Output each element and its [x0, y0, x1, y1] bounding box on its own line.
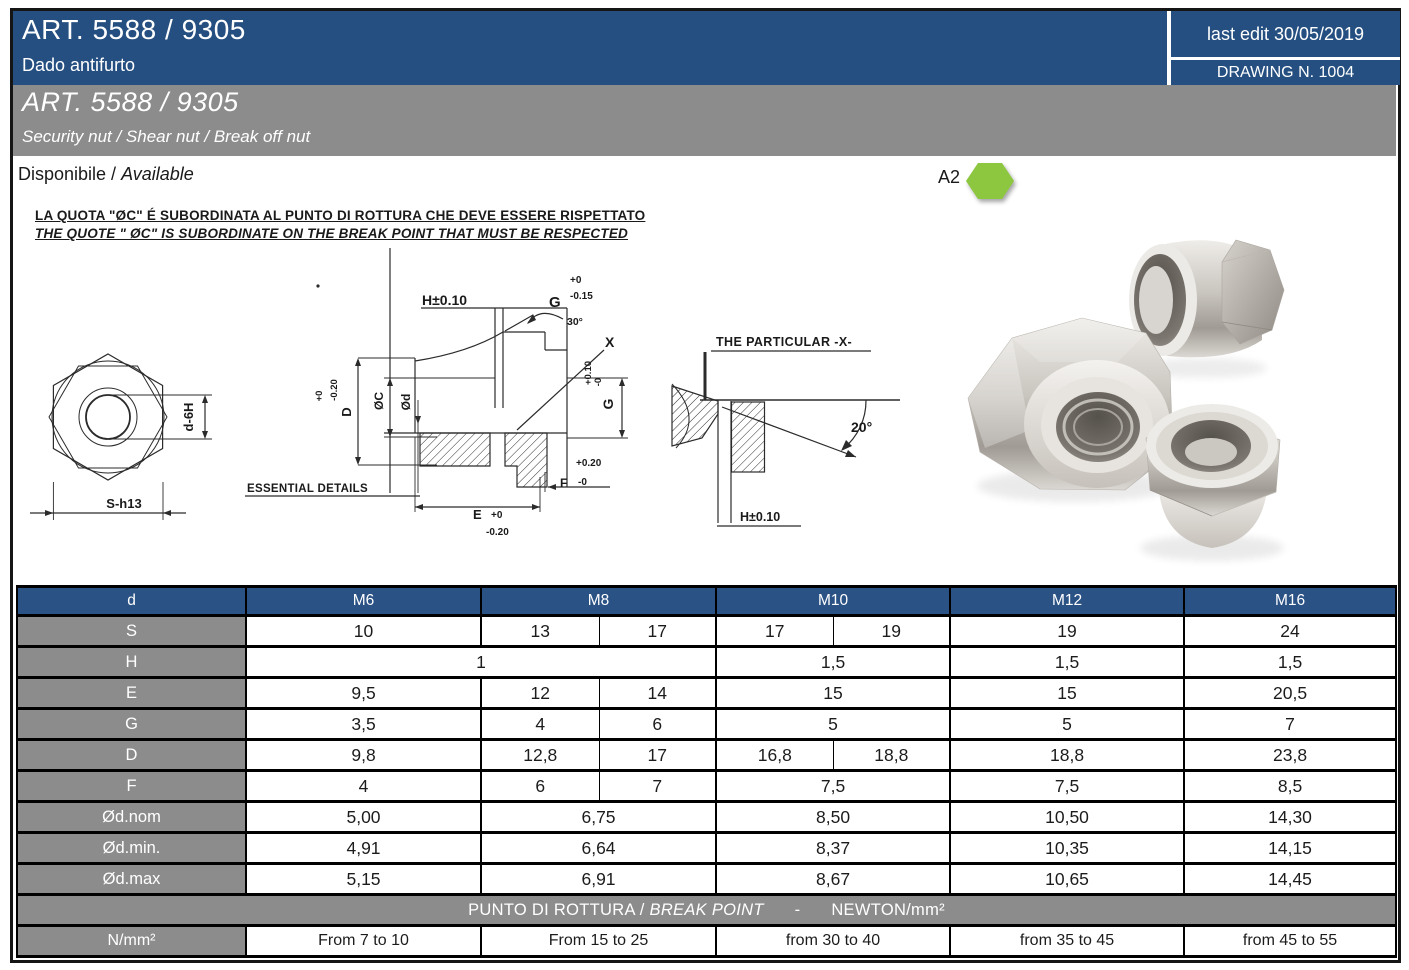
material-code: A2 — [938, 167, 961, 187]
label-d-minus: -0.20 — [329, 379, 340, 401]
cell: 10,50 — [950, 802, 1184, 833]
label-g-top: G — [549, 294, 561, 311]
cell: 15 — [716, 678, 950, 709]
label-e-minus: -0.20 — [486, 527, 509, 538]
row-label-s: S — [17, 616, 246, 647]
label-g-top-minus: -0.15 — [570, 291, 593, 302]
cell: 8,37 — [716, 833, 950, 864]
cell: 9,5 — [246, 678, 481, 709]
label-h-tol: H±0.10 — [422, 292, 468, 308]
table-row — [17, 647, 1396, 678]
cell: 6,75 — [481, 802, 716, 833]
cell: 6,91 — [481, 864, 716, 895]
cell: 12,8 — [481, 740, 599, 771]
article-subtitle-it: Dado antifurto — [22, 55, 136, 75]
cell: 1,5 — [950, 647, 1184, 678]
cell: 4,91 — [246, 833, 481, 864]
cell: 7,5 — [950, 771, 1184, 802]
cell: 6 — [481, 771, 599, 802]
cell: 18,8 — [833, 740, 950, 771]
cell: 5,00 — [246, 802, 481, 833]
break-point-it: PUNTO DI ROTTURA / — [468, 900, 645, 919]
label-particular-title: THE PARTICULAR -X- — [716, 335, 853, 349]
dim-label-s: S-h13 — [106, 496, 142, 511]
table-row — [17, 709, 1396, 740]
article-subtitle-en: Security nut / Shear nut / Break off nut — [22, 127, 311, 146]
break-point-note — [35, 207, 645, 243]
label-e: E — [473, 507, 482, 522]
break-point-unit: NEWTON/mm² — [831, 900, 945, 919]
col-header-m8: M8 — [481, 587, 716, 616]
cell: 4 — [246, 771, 481, 802]
cell: 20,5 — [1184, 678, 1396, 709]
drawing-number-box — [1167, 60, 1400, 85]
cell: 3,5 — [246, 709, 481, 740]
dimension-table — [16, 585, 1397, 958]
row-label-h: H — [17, 647, 246, 678]
label-d: D — [339, 407, 354, 417]
cell: 10,35 — [950, 833, 1184, 864]
col-header-d: d — [17, 587, 246, 616]
label-f: F — [560, 476, 568, 490]
cell: 1,5 — [716, 647, 950, 678]
row-label-nmm2: N/mm² — [17, 926, 246, 957]
table-row — [17, 740, 1396, 771]
cell: 14,45 — [1184, 864, 1396, 895]
cell: 8,5 — [1184, 771, 1396, 802]
cell: from 45 to 55 — [1184, 926, 1396, 957]
label-e-plus: +0 — [491, 510, 503, 521]
row-label-dnom: Ød.nom — [17, 802, 246, 833]
availability-line — [18, 164, 194, 185]
article-title: ART. 5588 / 9305 — [22, 14, 246, 45]
cell: 23,8 — [1184, 740, 1396, 771]
cell: 13 — [481, 616, 599, 647]
cell: 7 — [1184, 709, 1396, 740]
table-row — [17, 678, 1396, 709]
green-hexagon-icon — [966, 163, 1014, 199]
particular-detail-drawing — [672, 351, 900, 526]
cell: 17 — [716, 616, 833, 647]
drawing-number-text: DRAWING N. 1004 — [1216, 63, 1355, 81]
technical-drawing — [16, 246, 946, 580]
cell: from 30 to 40 — [716, 926, 950, 957]
cell: 6,64 — [481, 833, 716, 864]
section-view-drawing — [245, 248, 628, 512]
row-label-e: E — [17, 678, 246, 709]
label-g-top-plus: +0 — [570, 275, 582, 286]
table-row — [17, 616, 1396, 647]
cell: 16,8 — [716, 740, 833, 771]
table-row — [17, 833, 1396, 864]
table-row — [17, 926, 1396, 957]
cell: 17 — [599, 740, 716, 771]
row-label-f: F — [17, 771, 246, 802]
cell: 4 — [481, 709, 599, 740]
nut-bottom — [1146, 404, 1280, 548]
table-row — [17, 864, 1396, 895]
label-f-minus: -0 — [578, 477, 587, 488]
cell: 7 — [599, 771, 716, 802]
last-edit-box — [1167, 11, 1400, 60]
col-header-m12: M12 — [950, 587, 1184, 616]
note-line-en: THE QUOTE " ØC" IS SUBORDINATE ON THE BREAK POINT THAT MUST BE RESPECTED — [35, 226, 628, 241]
label-h-detail: H±0.10 — [740, 510, 781, 524]
cell: 5 — [950, 709, 1184, 740]
cell: 19 — [833, 616, 950, 647]
table-row — [17, 802, 1396, 833]
available-label-en: Available — [121, 164, 194, 184]
cell: 17 — [599, 616, 716, 647]
table-header-row — [17, 587, 1396, 616]
row-label-g: G — [17, 709, 246, 740]
cell: 14,30 — [1184, 802, 1396, 833]
label-x: X — [605, 334, 615, 350]
label-g-right: G — [600, 398, 616, 410]
cell: 1 — [246, 647, 716, 678]
col-header-m6: M6 — [246, 587, 481, 616]
cell: 7,5 — [716, 771, 950, 802]
break-point-dash: - — [794, 900, 801, 919]
row-label-dmin: Ød.min. — [17, 833, 246, 864]
cell: 18,8 — [950, 740, 1184, 771]
row-label-dd: D — [17, 740, 246, 771]
available-label-it: Disponibile / — [18, 164, 117, 184]
cell: 6 — [599, 709, 716, 740]
label-od: Ød — [399, 393, 413, 411]
cell: 5 — [716, 709, 950, 740]
table-row — [17, 771, 1396, 802]
break-point-row — [17, 895, 1396, 926]
label-g-right-minus: -0 — [593, 377, 604, 387]
cell: From 7 to 10 — [246, 926, 481, 957]
label-f-plus: +0.20 — [576, 458, 602, 469]
cell: from 35 to 45 — [950, 926, 1184, 957]
cell: 24 — [1184, 616, 1396, 647]
cell: 19 — [950, 616, 1184, 647]
break-point-en: BREAK POINT — [649, 900, 764, 919]
label-angle-30: 30° — [567, 316, 583, 328]
material-hexagon-wrap — [966, 163, 1014, 199]
cell: 5,15 — [246, 864, 481, 895]
cell: 10,65 — [950, 864, 1184, 895]
label-essential-details: ESSENTIAL DETAILS — [247, 483, 368, 495]
nut-top — [1129, 240, 1284, 357]
cell: From 15 to 25 — [481, 926, 716, 957]
product-photo — [945, 232, 1407, 578]
article-title-italic: ART. 5588 / 9305 — [22, 87, 239, 117]
subtitle-band — [13, 85, 1396, 156]
col-header-m10: M10 — [716, 587, 950, 616]
nut-left — [968, 318, 1173, 490]
label-g-right-plus: +0.10 — [583, 360, 594, 386]
note-line-it: LA QUOTA "ØC" É SUBORDINATA AL PUNTO DI ROTTURA CHE DEVE ESSERE RISPETTATO — [35, 208, 646, 223]
cell: 8,67 — [716, 864, 950, 895]
cell: 10 — [246, 616, 481, 647]
row-label-dmax: Ød.max — [17, 864, 246, 895]
cell: 14 — [599, 678, 716, 709]
cell: 14,15 — [1184, 833, 1396, 864]
dim-label-d: d-6H — [181, 402, 196, 432]
cell: 1,5 — [1184, 647, 1396, 678]
last-edit-text: last edit 30/05/2019 — [1206, 23, 1365, 44]
label-angle-20: 20° — [851, 419, 873, 435]
col-header-m16: M16 — [1184, 587, 1396, 616]
cell: 9,8 — [246, 740, 481, 771]
label-d-plus: +0 — [314, 390, 325, 402]
cell: 12 — [481, 678, 599, 709]
label-oc: ØC — [372, 392, 386, 410]
cell: 15 — [950, 678, 1184, 709]
cell: 8,50 — [716, 802, 950, 833]
